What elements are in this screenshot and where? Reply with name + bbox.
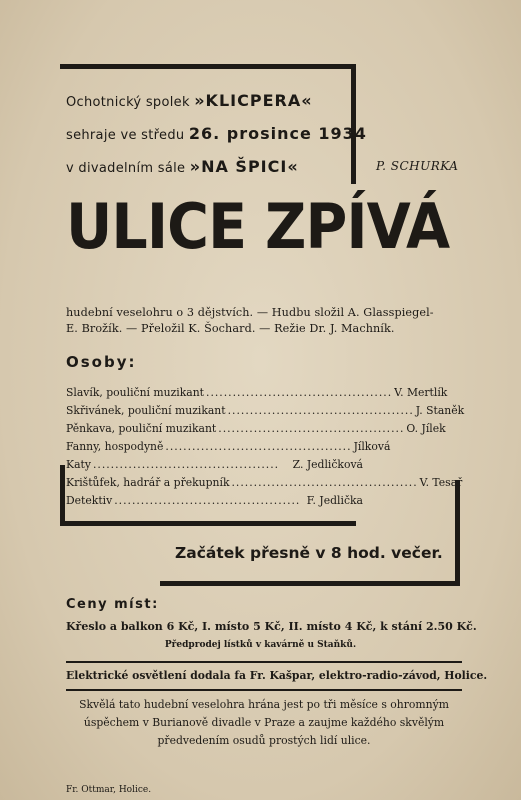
cast-role: Katy — [66, 458, 91, 471]
start-frame-right-rule — [455, 480, 460, 586]
leader-dots: .......................................... — [206, 386, 393, 399]
cast-role: Krištůfek, hadrář a překupník — [66, 476, 230, 489]
presale-note: Předprodej lístků v kavárně u Staňků. — [164, 640, 357, 650]
cast-actor: Z. Jedličková — [292, 458, 363, 471]
prices-line: Křeslo a balkon 6 Kč, I. místo 5 Kč, II. místo 4 Kč, k stání 2.50 Kč. — [66, 620, 477, 633]
cast-role: Skřivánek, pouliční muzikant — [66, 404, 226, 417]
cast-actor: Jílková — [353, 440, 391, 453]
cast-row — [66, 404, 465, 417]
cast-row — [66, 496, 363, 507]
frame-top-rule — [60, 64, 356, 69]
header-line-2 — [66, 124, 367, 143]
leader-dots: .......................................... — [114, 494, 301, 507]
printer-imprint: Fr. Ottmar, Holice. — [66, 785, 152, 795]
cast-row — [66, 422, 446, 435]
society-prefix: Ochotnický spolek — [66, 95, 190, 110]
header-line-3 — [66, 157, 299, 176]
cast-actor: V. Tesař — [419, 476, 463, 489]
venue-name: »NA ŠPICI« — [189, 157, 299, 176]
credits-line-2: E. Brožík. — Přeložil K. Šochard. — Režie Dr. J. Machník. — [66, 322, 395, 335]
cast-heading: Osoby: — [66, 353, 137, 371]
venue-prefix: v divadelním sále — [66, 161, 186, 176]
frame-bottom-rule — [60, 521, 356, 526]
cast-role: Slavík, pouliční muzikant — [66, 386, 205, 399]
cast-row — [66, 440, 391, 453]
leader-dots: .......................................... — [92, 458, 280, 471]
start-frame-bottom-rule — [160, 581, 460, 586]
start-time: Začátek přesně v 8 hod. večer. — [175, 544, 443, 562]
description-line: úspěchem v Burianově divadle v Praze a zaujme každého skvělým — [83, 716, 445, 729]
date-prefix: sehraje ve středu — [66, 128, 185, 143]
cast-actor: V. Mertlík — [394, 386, 448, 399]
cast-row — [66, 386, 448, 399]
play-title: ULICE ZPÍVÁ — [66, 190, 450, 263]
credits-line-1: hudební veselohru o 3 dějstvích. — Hudbu složil A. Glasspiegel- — [66, 306, 434, 319]
electric-credit: Elektrické osvětlení dodala fa Fr. Kašpar, elektro-radio-závod, Holice. — [66, 669, 488, 682]
leader-dots: .......................................... — [227, 404, 414, 417]
society-name: »KLICPERA« — [194, 91, 313, 110]
prices-heading: Ceny míst: — [66, 597, 159, 612]
cast-role: Detektiv — [66, 494, 113, 507]
cast-actor: O. Jílek — [406, 422, 446, 435]
description-line: předvedením osudů prostých lidí ulice. — [157, 734, 371, 747]
cast-role: Fanny, hospodyně — [66, 440, 164, 453]
header-line-1 — [66, 91, 313, 110]
cast-actor: J. Staněk — [415, 404, 465, 417]
description-line: Skvělá tato hudební veselohra hrána jest po tři měsíce s ohromným — [79, 698, 449, 711]
leader-dots: .......................................... — [218, 422, 405, 435]
divider — [66, 661, 462, 663]
frame-left-rule — [60, 465, 65, 526]
cast-role: Pěnkava, pouliční muzikant — [66, 422, 217, 435]
cast-actor: F. Jedlička — [306, 494, 363, 507]
performance-date: 26. prosince 1934 — [188, 124, 367, 143]
leader-dots: .......................................... — [165, 440, 352, 453]
cast-row — [66, 460, 363, 471]
cast-row — [66, 476, 463, 489]
leader-dots: .......................................... — [231, 476, 418, 489]
author: P. SCHURKA — [376, 159, 459, 173]
divider — [66, 689, 462, 691]
